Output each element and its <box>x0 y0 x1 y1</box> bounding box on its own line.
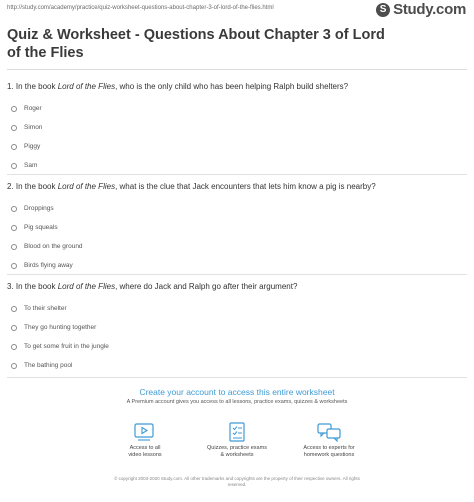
radio-icon[interactable] <box>11 244 17 250</box>
promo-subtitle: A Premium account gives you access to all lessons, practice exams, quizzes & worksheets <box>126 399 348 405</box>
answer-option[interactable]: Blood on the ground <box>7 237 467 256</box>
answer-option[interactable]: Sam <box>7 156 467 175</box>
question-text: 2. In the book Lord of the Flies, what is the clue that Jack encounters that lets him know a pig is nearby? <box>7 182 376 191</box>
answer-option[interactable]: To their shelter <box>7 299 467 318</box>
answer-option[interactable]: To get some fruit in the jungle <box>7 337 467 356</box>
feature-label: Access to experts for homework questions <box>303 445 355 458</box>
answer-option[interactable]: Roger <box>7 99 467 118</box>
logo-mark-icon: S <box>376 3 390 17</box>
radio-icon[interactable] <box>11 106 17 112</box>
page-header <box>0 0 474 18</box>
answer-options <box>7 299 467 375</box>
worksheet-title: Quiz & Worksheet - Questions About Chapter 3 of Lord of the Flies <box>7 27 385 61</box>
answer-option[interactable]: Birds flying away <box>7 256 467 275</box>
checklist-icon <box>225 422 249 442</box>
radio-icon[interactable] <box>11 144 17 150</box>
radio-icon[interactable] <box>11 225 17 231</box>
answer-option[interactable]: Simon <box>7 118 467 137</box>
radio-icon[interactable] <box>11 363 17 369</box>
radio-icon[interactable] <box>11 263 17 269</box>
answer-option[interactable]: Droppings <box>7 199 467 218</box>
copyright-footer: © copyright 2003-2020 Study.com. All other trademarks and copyrights are the property of their respective owners. All rights reserved. <box>114 476 360 487</box>
video-lesson-icon <box>133 422 157 442</box>
feature-experts <box>279 422 379 459</box>
feature-video-lessons <box>95 422 195 459</box>
logo-text: Study.com <box>393 1 466 18</box>
answer-option[interactable]: Piggy <box>7 137 467 156</box>
premium-promo <box>0 387 474 405</box>
radio-icon[interactable] <box>11 206 17 212</box>
answer-option[interactable]: They go hunting together <box>7 318 467 337</box>
radio-icon[interactable] <box>11 163 17 169</box>
question-1 <box>7 81 467 175</box>
page-url: http://study.com/academy/practice/quiz-worksheet-questions-about-chapter-3-of-lord-of-the-flies.html <box>7 5 274 11</box>
answer-option[interactable]: Pig squeals <box>7 218 467 237</box>
question-text: 1. In the book Lord of the Flies, who is the only child who has been helping Ralph build shelters? <box>7 82 349 91</box>
question-divider <box>7 274 467 275</box>
question-divider <box>7 174 467 175</box>
question-3 <box>7 281 467 375</box>
radio-icon[interactable] <box>11 325 17 331</box>
create-account-link[interactable]: Create your account to access this entire worksheet <box>139 387 335 397</box>
radio-icon[interactable] <box>11 344 17 350</box>
feature-quizzes <box>187 422 287 459</box>
answer-options <box>7 99 467 175</box>
feature-label: Access to all video lessons <box>128 445 162 458</box>
feature-label: Quizzes, practice exams & worksheets <box>207 445 267 458</box>
question-text: 3. In the book Lord of the Flies, where do Jack and Ralph go after their argument? <box>7 282 298 291</box>
radio-icon[interactable] <box>11 306 17 312</box>
title-divider <box>7 69 467 70</box>
study-logo[interactable] <box>376 1 466 18</box>
chat-bubbles-icon <box>316 422 342 442</box>
question-divider <box>7 377 467 378</box>
radio-icon[interactable] <box>11 125 17 131</box>
answer-options <box>7 199 467 275</box>
answer-option[interactable]: The bathing pool <box>7 356 467 375</box>
question-2 <box>7 181 467 275</box>
